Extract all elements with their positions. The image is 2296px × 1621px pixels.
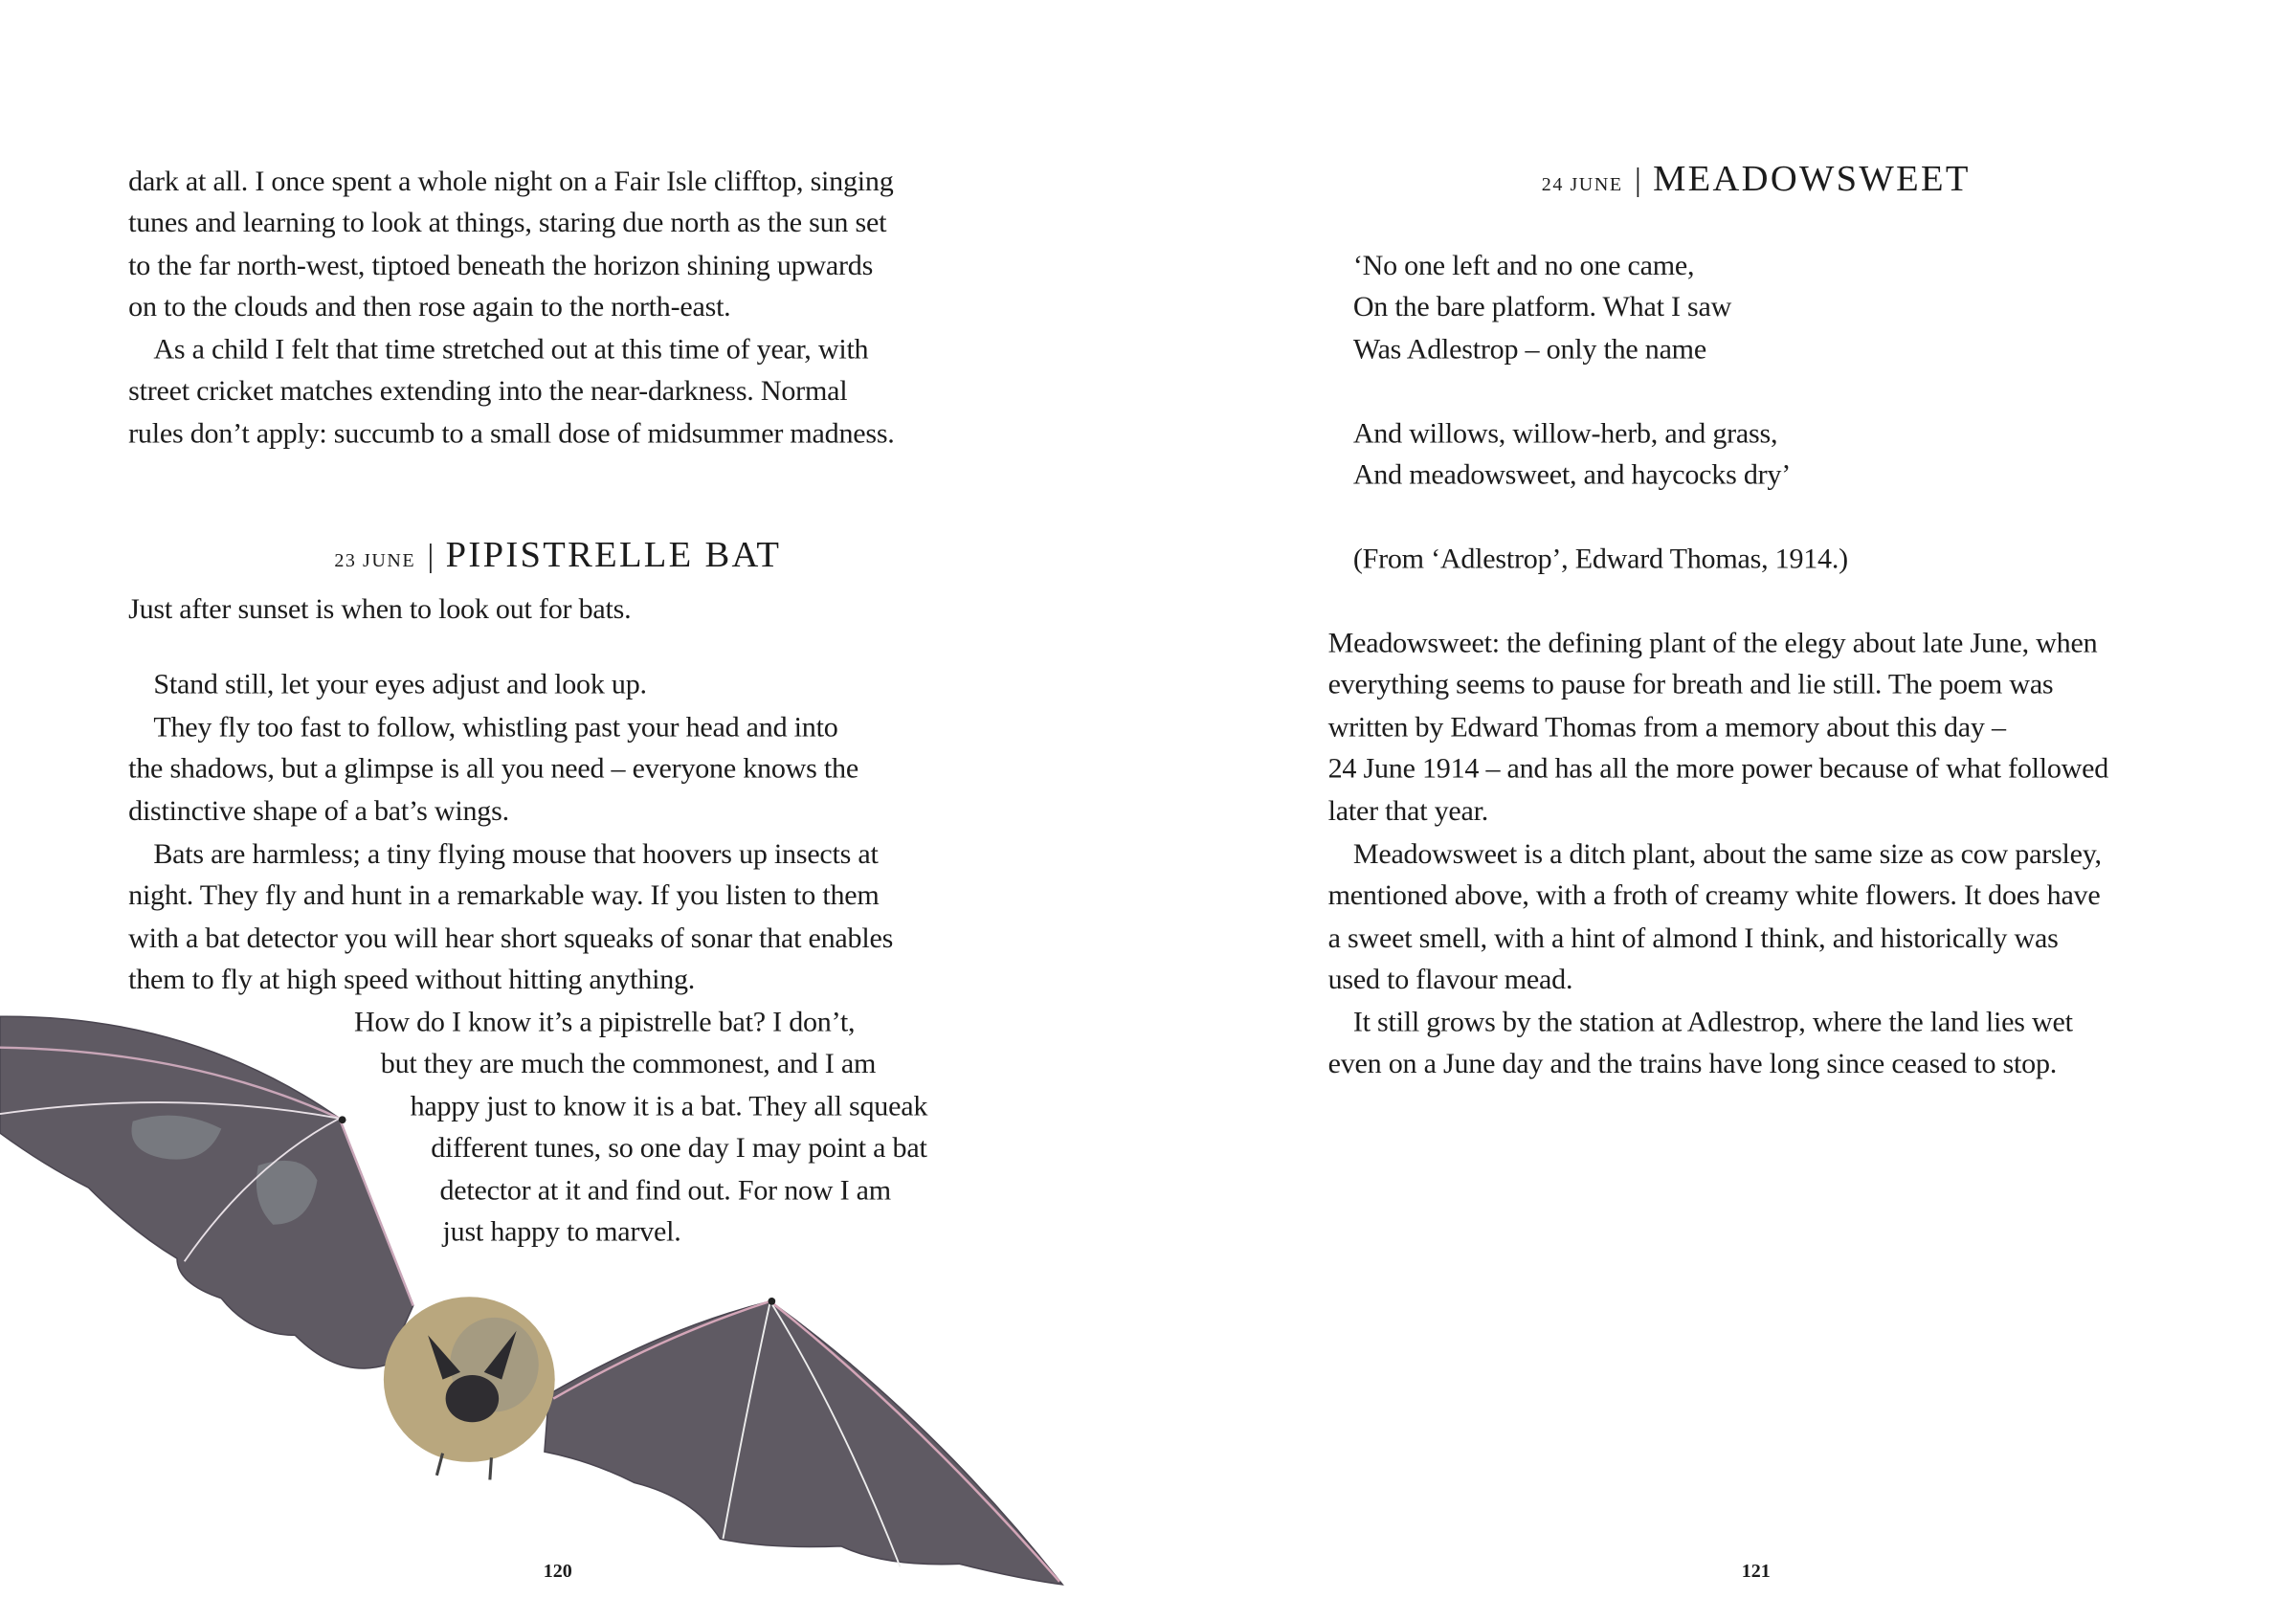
body-line: How do I know it’s a pipistrelle bat? I don’t, — [354, 1008, 856, 1039]
body-line: a sweet smell, with a hint of almond I think, and historically was — [1327, 923, 2059, 955]
body-line: happy just to know it is a bat. They all squeak — [410, 1091, 928, 1123]
body-line: dark at all. I once spent a whole night on a Fair Isle clifftop, singing — [128, 167, 894, 198]
body-line: Bats are harmless; a tiny flying mouse that hoovers up insects at — [153, 839, 879, 871]
body-line: As a child I felt that time stretched out at this time of year, with — [153, 334, 869, 366]
body-line: tunes and learning to look at things, staring due north as the sun set — [128, 208, 887, 239]
entry-heading — [334, 531, 781, 586]
body-line: street cricket matches extending into the near-darkness. Normal — [128, 376, 848, 408]
poem-line: ‘No one left and no one came, — [1352, 251, 1695, 282]
body-line: even on a June day and the trains have long since ceased to stop. — [1327, 1049, 2058, 1080]
poem-citation: (From ‘Adlestrop’, Edward Thomas, 1914.) — [1352, 544, 1848, 576]
right-wing — [545, 1298, 1062, 1585]
body-line: written by Edward Thomas from a memory about this day – — [1327, 712, 2006, 744]
page-number: 120 — [543, 1559, 572, 1582]
body-line: used to flavour mead. — [1327, 965, 1573, 996]
body-line: on to the clouds and then rose again to the north-east. — [128, 292, 731, 323]
body-line: Stand still, let your eyes adjust and look up. — [153, 669, 647, 701]
body-line: mentioned above, with a froth of creamy white flowers. It does have — [1327, 880, 2101, 912]
entry-title: PIPISTRELLE BAT — [445, 535, 782, 576]
bat-body — [384, 1297, 555, 1479]
body-line: Meadowsweet is a ditch plant, about the same size as cow parsley, — [1352, 839, 2102, 871]
body-line: distinctive shape of a bat’s wings. — [128, 796, 509, 828]
body-line: night. They fly and hunt in a remarkable way. If you listen to them — [128, 880, 880, 912]
left-wing — [0, 1016, 413, 1368]
body-line: them to fly at high speed without hitting anything. — [128, 965, 696, 996]
entry-date: 24 JUNE — [1541, 172, 1623, 195]
body-line: to the far north-west, tiptoed beneath the horizon shining upwards — [128, 251, 874, 282]
poem-line: On the bare platform. What I saw — [1352, 292, 1732, 323]
poem-line: And willows, willow-herb, and grass, — [1352, 418, 1778, 451]
entry-heading — [1542, 155, 1971, 210]
heading-separator: | — [427, 537, 435, 574]
body-line: rules don’t apply: succumb to a small dose of midsummer madness. — [128, 418, 895, 451]
poem-line: Was Adlestrop – only the name — [1352, 334, 1706, 366]
entry-date: 23 JUNE — [334, 548, 416, 571]
body-line: later that year. — [1327, 796, 1489, 828]
body-line: Meadowsweet: the defining plant of the elegy about late June, when — [1327, 628, 2098, 660]
entry-title: MEADOWSWEET — [1653, 159, 1971, 200]
heading-separator: | — [1634, 161, 1641, 198]
body-line: They fly too fast to follow, whistling past your head and into — [153, 712, 838, 744]
body-line: different tunes, so one day I may point a bat — [431, 1133, 927, 1165]
body-line: with a bat detector you will hear short squeaks of sonar that enables — [128, 923, 894, 955]
page-number: 121 — [1741, 1559, 1771, 1582]
poem-line: And meadowsweet, and haycocks dry’ — [1352, 460, 1791, 492]
body-line: detector at it and find out. For now I am — [439, 1175, 891, 1208]
body-line: everything seems to pause for breath and lie still. The poem was — [1327, 669, 2054, 701]
body-line: just happy to marvel. — [442, 1216, 681, 1249]
body-line: Just after sunset is when to look out for bats. — [128, 594, 632, 626]
body-line: but they are much the commonest, and I am — [380, 1049, 877, 1080]
body-line: the shadows, but a glimpse is all you need – everyone knows the — [128, 753, 858, 786]
body-line: 24 June 1914 – and has all the more power because of what followed — [1327, 753, 2109, 786]
body-line: It still grows by the station at Adlestrop, where the land lies wet — [1352, 1008, 2073, 1039]
